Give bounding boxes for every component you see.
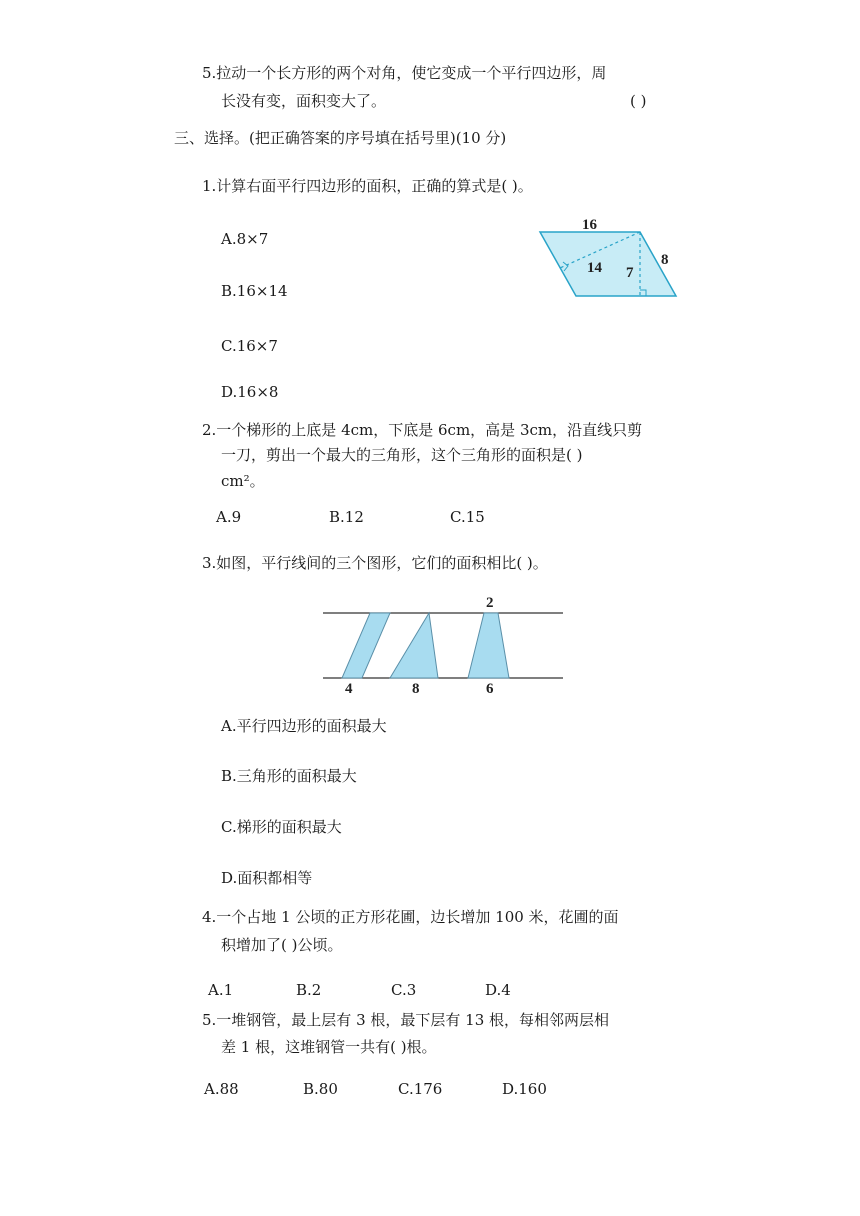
q1-option-a[interactable]: A.8×7 (221, 230, 269, 248)
label-16: 16 (582, 217, 597, 233)
parallelogram-shape (342, 613, 390, 678)
label-7: 7 (626, 265, 634, 281)
q2-line2: 一刀，剪出一个最大的三角形，这个三角形的面积是( ) (221, 446, 583, 464)
q3-parallel-lines-figure (318, 592, 568, 696)
q3-option-c[interactable]: C.梯形的面积最大 (221, 818, 342, 836)
q4-option-d[interactable]: D.4 (485, 981, 511, 999)
q3-option-d[interactable]: D.面积都相等 (221, 869, 313, 887)
q2-line1: 2.一个梯形的上底是 4cm，下底是 6cm，高是 3cm，沿直线只剪 (202, 421, 643, 439)
q4-line1: 4.一个占地 1 公顷的正方形花圃，边长增加 100 米，花圃的面 (202, 908, 619, 926)
trapezoid-shape (468, 613, 509, 678)
q5-line1: 5.一堆钢管，最上层有 3 根，最下层有 13 根，每相邻两层相 (202, 1011, 610, 1029)
q2-line3: cm²。 (221, 472, 265, 490)
q5-tf-line2: 长没有变，面积变大了。 (221, 92, 387, 110)
q5-option-a[interactable]: A.88 (204, 1080, 239, 1098)
q1-option-c[interactable]: C.16×7 (221, 337, 278, 355)
label-8: 8 (412, 681, 420, 696)
label-14: 14 (587, 260, 602, 276)
q5-option-c[interactable]: C.176 (398, 1080, 443, 1098)
label-8: 8 (661, 252, 669, 268)
label-4: 4 (345, 681, 353, 696)
label-6: 6 (486, 681, 494, 696)
q4-option-c[interactable]: C.3 (391, 981, 417, 999)
q5-option-b[interactable]: B.80 (303, 1080, 338, 1098)
q5-line2: 差 1 根，这堆钢管一共有( )根。 (221, 1038, 437, 1056)
q1-option-d[interactable]: D.16×8 (221, 383, 279, 401)
label-2: 2 (486, 595, 494, 611)
q4-option-b[interactable]: B.2 (296, 981, 322, 999)
q3-option-b[interactable]: B.三角形的面积最大 (221, 767, 357, 785)
q3-stem: 3.如图，平行线间的三个图形，它们的面积相比( )。 (202, 554, 548, 572)
q2-option-c[interactable]: C.15 (450, 508, 485, 526)
triangle-shape (390, 613, 438, 678)
q2-option-a[interactable]: A.9 (216, 508, 242, 526)
parallelogram-shape (540, 232, 676, 296)
q1-stem: 1.计算右面平行四边形的面积，正确的算式是( )。 (202, 177, 533, 195)
q5-option-d[interactable]: D.160 (502, 1080, 547, 1098)
q4-option-a[interactable]: A.1 (208, 981, 234, 999)
q1-parallelogram-figure (530, 210, 690, 305)
q4-line2: 积增加了( )公顷。 (221, 936, 343, 954)
q2-option-b[interactable]: B.12 (329, 508, 364, 526)
q5-tf-answer-blank[interactable]: ( ) (630, 92, 647, 110)
q1-option-b[interactable]: B.16×14 (221, 282, 288, 300)
q3-option-a[interactable]: A.平行四边形的面积最大 (221, 717, 387, 735)
section-heading: 三、选择。(把正确答案的序号填在括号里)(10 分) (174, 129, 507, 147)
q5-tf-line1: 5.拉动一个长方形的两个对角，使它变成一个平行四边形，周 (202, 64, 607, 82)
